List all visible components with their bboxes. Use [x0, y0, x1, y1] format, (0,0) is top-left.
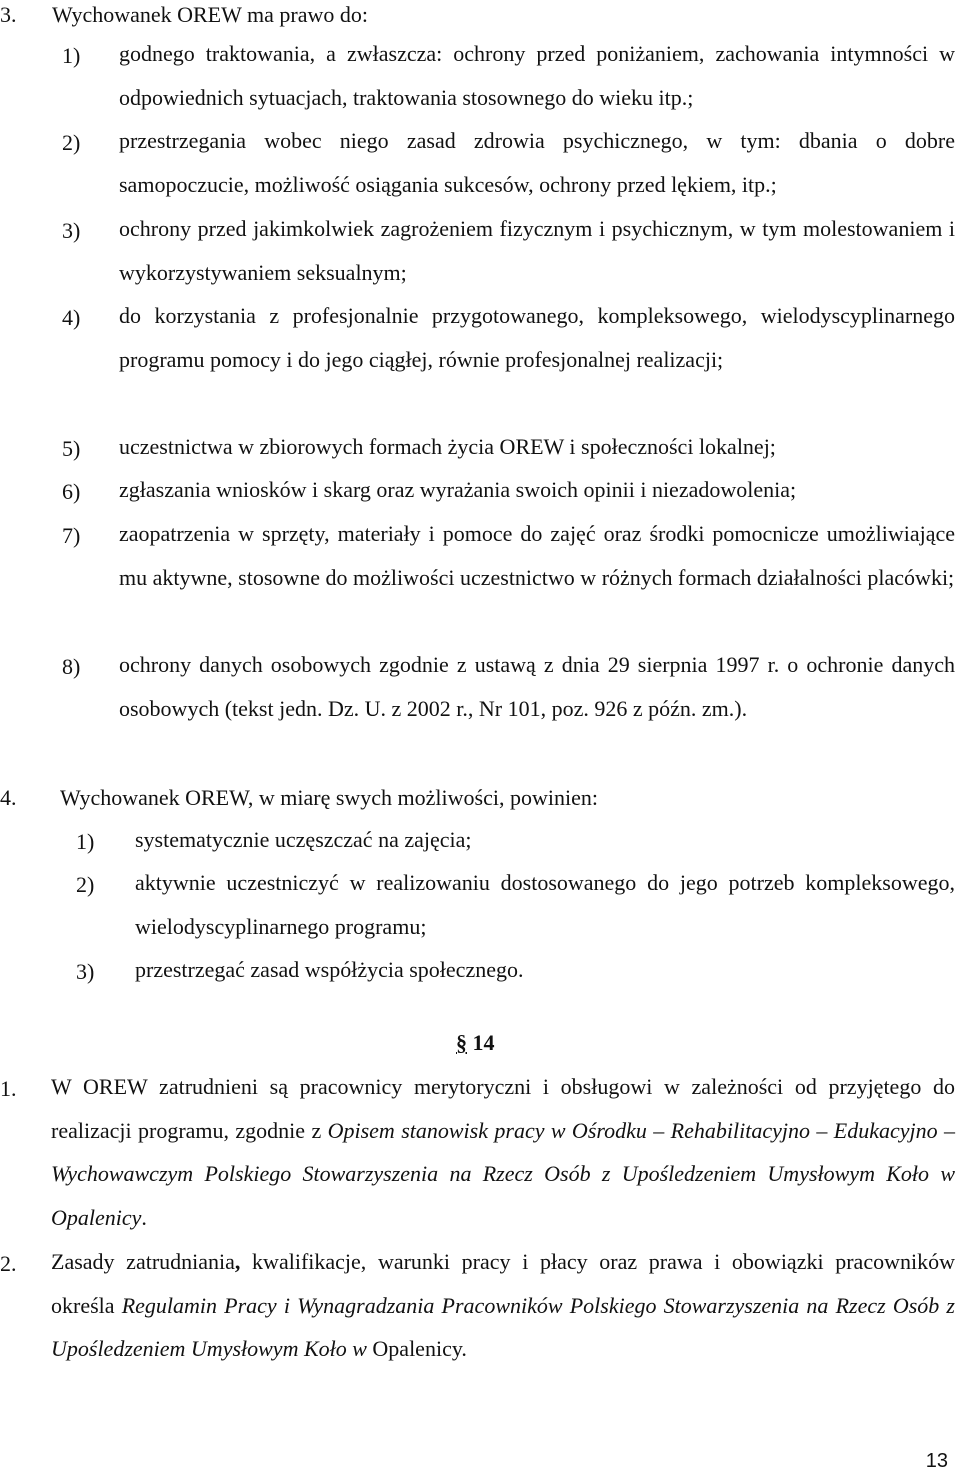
list-item-number: 1) — [76, 829, 95, 854]
section-sign: § — [456, 1030, 467, 1055]
list-item-text: systematycznie uczęszczać na zajęcia; — [135, 827, 472, 852]
section-number: 4. — [0, 785, 17, 810]
section-heading: Wychowanek OREW ma prawo do: — [52, 2, 368, 27]
list-item-text: do korzystania z profesjonalnie przygotowanego, kompleksowego, wielodyscyplinarnego programu pomocy i do jego ciągłej, równie profesjonalnej realizacji; — [119, 303, 955, 372]
point-text — [51, 1065, 955, 1239]
list-item-number: 1) — [62, 43, 81, 68]
list-item-number: 2) — [76, 872, 95, 897]
regulation-title-reference: Regulamin Pracy i Wynagradzania Pracowników Polskiego Stowarzyszenia na Rzecz Osób z Upośledzeniem Umysłowym Koło w — [51, 1292, 955, 1362]
page-number: 13 — [925, 1450, 948, 1472]
paragraph-heading — [456, 1030, 495, 1056]
section-number: 3. — [0, 2, 17, 27]
document-title-reference: Opisem stanowisk pracy w Ośrodku – Rehabilitacyjno – Edukacyjno – Wychowawczym Polskiego Stowarzyszenia na Rzecz Osób z Upośledzeniem Umysłowym Koło w Opalenicy — [51, 1117, 955, 1230]
point-text-end: . — [141, 1204, 147, 1230]
list-item-number: 5) — [62, 436, 81, 461]
list-item-number: 3) — [62, 218, 81, 243]
list-item-text: aktywnie uczestniczyć w realizowaniu dostosowanego do jego potrzeb kompleksowego, wielodyscyplinarnego programu; — [135, 870, 955, 939]
section-heading: Wychowanek OREW, w miarę swych możliwości, powinien: — [60, 785, 598, 810]
paragraph-number: 14 — [472, 1030, 495, 1055]
point-number: 1. — [0, 1076, 17, 1101]
list-item-text: ochrony danych osobowych zgodnie z ustawą z dnia 29 sierpnia 1997 r. o ochronie danych osobowych (tekst jedn. Dz. U. z 2002 r., Nr 101, poz. 926 z późn. zm.). — [119, 652, 955, 721]
list-item-text: przestrzegać zasad współżycia społecznego. — [135, 957, 524, 982]
list-item-text: ochrony przed jakimkolwiek zagrożeniem fizycznym i psychicznym, w tym molestowaniem i wykorzystywaniem seksualnym; — [119, 216, 955, 285]
list-item-text: zaopatrzenia w sprzęty, materiały i pomoce do zajęć oraz środki pomocnicze umożliwiające mu aktywne, stosowne do możliwości uczestnictwo w różnych formach działalności placówki; — [119, 521, 955, 590]
list-item-text: godnego traktowania, a zwłaszcza: ochrony przed poniżaniem, zachowania intymności w odpowiednich sytuacjach, traktowania stosownego do wieku itp.; — [119, 41, 955, 110]
point-text-plain: Zasady zatrudniania — [51, 1249, 235, 1274]
list-item-text: uczestnictwa w zbiorowych formach życia OREW i społeczności lokalnej; — [119, 434, 776, 459]
list-item-text: zgłaszania wniosków i skarg oraz wyrażania swoich opinii i niezadowolenia; — [119, 477, 797, 502]
point-text-end: Opalenicy. — [366, 1336, 467, 1362]
list-item-number: 3) — [76, 959, 95, 984]
list-item-number: 6) — [62, 479, 81, 504]
list-item-number: 8) — [62, 654, 81, 679]
point-text-plain: W OREW zatrudnieni są pracownicy merytoryczni i obsługowi w zależności od przyjętego do realizacji programu, zgodnie z — [51, 1074, 955, 1143]
point-text-plain-2: kwalifikacje, warunki pracy i płacy oraz prawa i obowiązki pracowników określa — [51, 1249, 955, 1318]
list-item-number: 7) — [62, 523, 81, 548]
point-number: 2. — [0, 1251, 17, 1276]
list-item-number: 2) — [62, 130, 81, 155]
list-item-text: przestrzegania wobec niego zasad zdrowia psychicznego, w tym: dbania o dobre samopoczucie, możliwość osiągania sukcesów, ochrony przed lękiem, itp.; — [119, 128, 955, 197]
point-text — [51, 1240, 955, 1371]
list-item-number: 4) — [62, 305, 81, 330]
point-text-comma: , — [234, 1249, 241, 1274]
